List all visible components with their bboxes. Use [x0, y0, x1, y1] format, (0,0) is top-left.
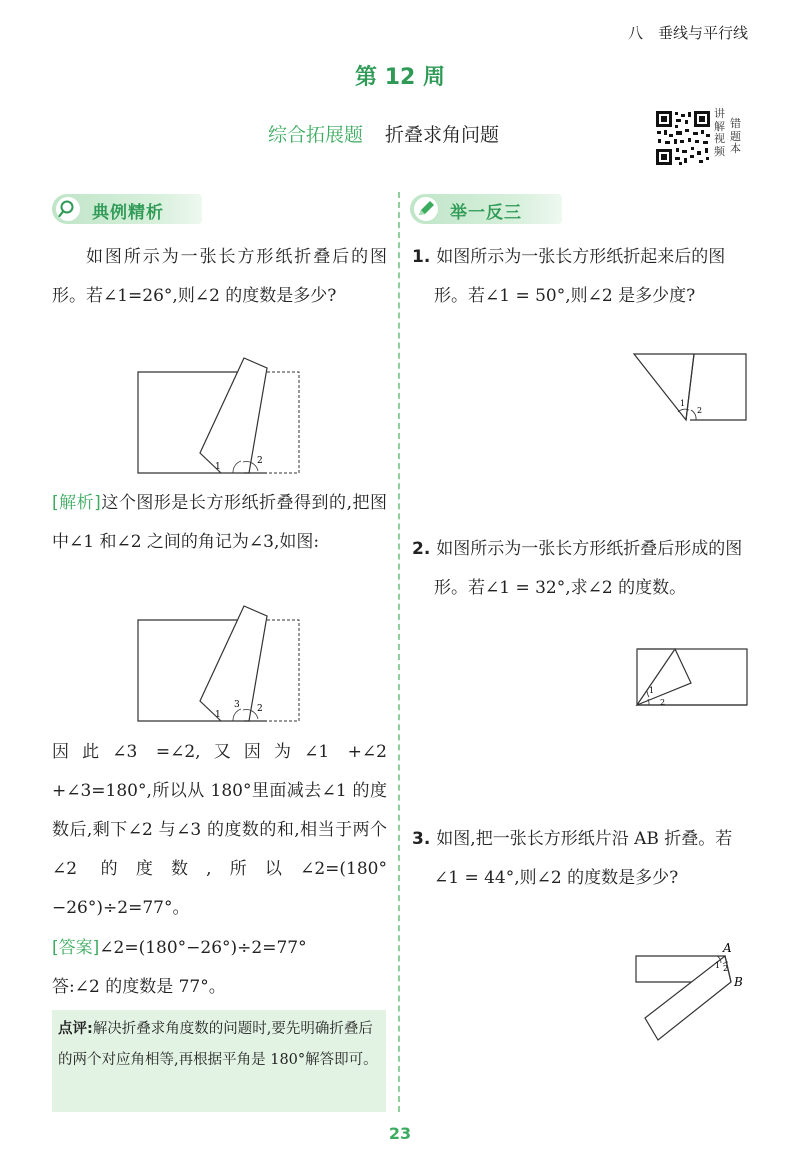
column-divider: [398, 192, 400, 1112]
comment-text: 解决折叠求角度数的问题时,要先明确折叠后的两个对应角相等,再根据平角是 180°解答即可。: [58, 1021, 378, 1068]
angle-3-label: 3: [234, 700, 240, 710]
page-number: 23: [388, 1124, 412, 1143]
practice-section-title: 举一反三: [450, 203, 522, 223]
comment-label: 点评:: [58, 1021, 93, 1037]
angle-2-label: 2: [660, 698, 666, 707]
example-problem-text: 如图所示为一张长方形纸折叠后的图形。若∠1=26°,则∠2 的度数是多少?: [52, 247, 387, 306]
angle-1-label: 1: [649, 686, 655, 695]
angle-2-label: 2: [723, 964, 729, 973]
angle-1-label: 1: [215, 710, 221, 720]
practice-problem: [412, 238, 752, 316]
subtitle-topic: 折叠求角问题: [385, 124, 500, 146]
qr-label-errorbook: 错题本: [730, 117, 741, 155]
qr-code-icon[interactable]: [655, 110, 711, 166]
example-figure-2: [137, 603, 303, 725]
week-title: 第 12 周: [355, 65, 445, 90]
analysis-text: [52, 484, 387, 562]
practice-figure-1: [630, 350, 748, 424]
angle-2-label: 2: [257, 704, 263, 714]
answer-block: [52, 929, 387, 1007]
practice-problem: [412, 530, 752, 608]
chapter-header: 八 垂线与平行线: [627, 24, 748, 42]
angle-1-label: 1: [715, 961, 721, 970]
answer-expression: ∠2=(180°−26°)÷2=77°: [99, 938, 307, 958]
problem-text: 如图所示为一张长方形纸折叠后形成的图形。若∠1 = 32°,求∠2 的度数。: [434, 539, 743, 598]
problem-number: 2.: [412, 539, 431, 559]
search-icon: [56, 197, 80, 221]
qr-label-video: 讲解视频: [714, 107, 725, 158]
practice-section-banner: [410, 194, 562, 224]
example-figure-1: [137, 355, 303, 477]
angle-1-label: 1: [215, 462, 221, 472]
example-section-title: 典例精析: [92, 203, 164, 223]
answer-tag: [答案]: [52, 938, 100, 958]
subtitle-category: 综合拓展题: [268, 124, 364, 146]
angle-2-label: 2: [697, 406, 703, 415]
problem-text: 如图,把一张长方形纸片沿 AB 折叠。若∠1 = 44°,则∠2 的度数是多少?: [434, 829, 733, 888]
problem-number: 1.: [412, 247, 431, 267]
point-a-label: A: [723, 941, 732, 955]
practice-problem: [412, 820, 752, 898]
problem-text: 如图所示为一张长方形纸折起来后的图形。若∠1 = 50°,则∠2 是多少度?: [434, 247, 726, 306]
practice-figure-2: [635, 645, 749, 707]
point-b-label: B: [734, 975, 743, 989]
example-section-banner: [52, 194, 202, 224]
practice-figure-3: [630, 938, 754, 1044]
analysis-body: 这个图形是长方形纸折叠得到的,把图中∠1 和∠2 之间的角记为∠3,如图:: [52, 493, 388, 552]
pencil-icon: [414, 197, 438, 221]
topic-subtitle: [268, 120, 499, 147]
analysis-tag: [解析]: [52, 493, 101, 513]
angle-1-label: 1: [680, 399, 686, 408]
problem-number: 3.: [412, 829, 431, 849]
comment-box: [52, 1010, 386, 1112]
answer-final: 答:∠2 的度数是 77°。: [52, 977, 226, 997]
angle-2-label: 2: [257, 456, 263, 466]
reasoning-text: 因此∠3 =∠2,又因为∠1 +∠2 +∠3=180°,所以从 180°里面减去∠1 的度数后,剩下∠2 与∠3 的度数的和,相当于两个∠2 的度数,所以∠2=(180°−26°)÷2=77°。: [52, 742, 387, 918]
